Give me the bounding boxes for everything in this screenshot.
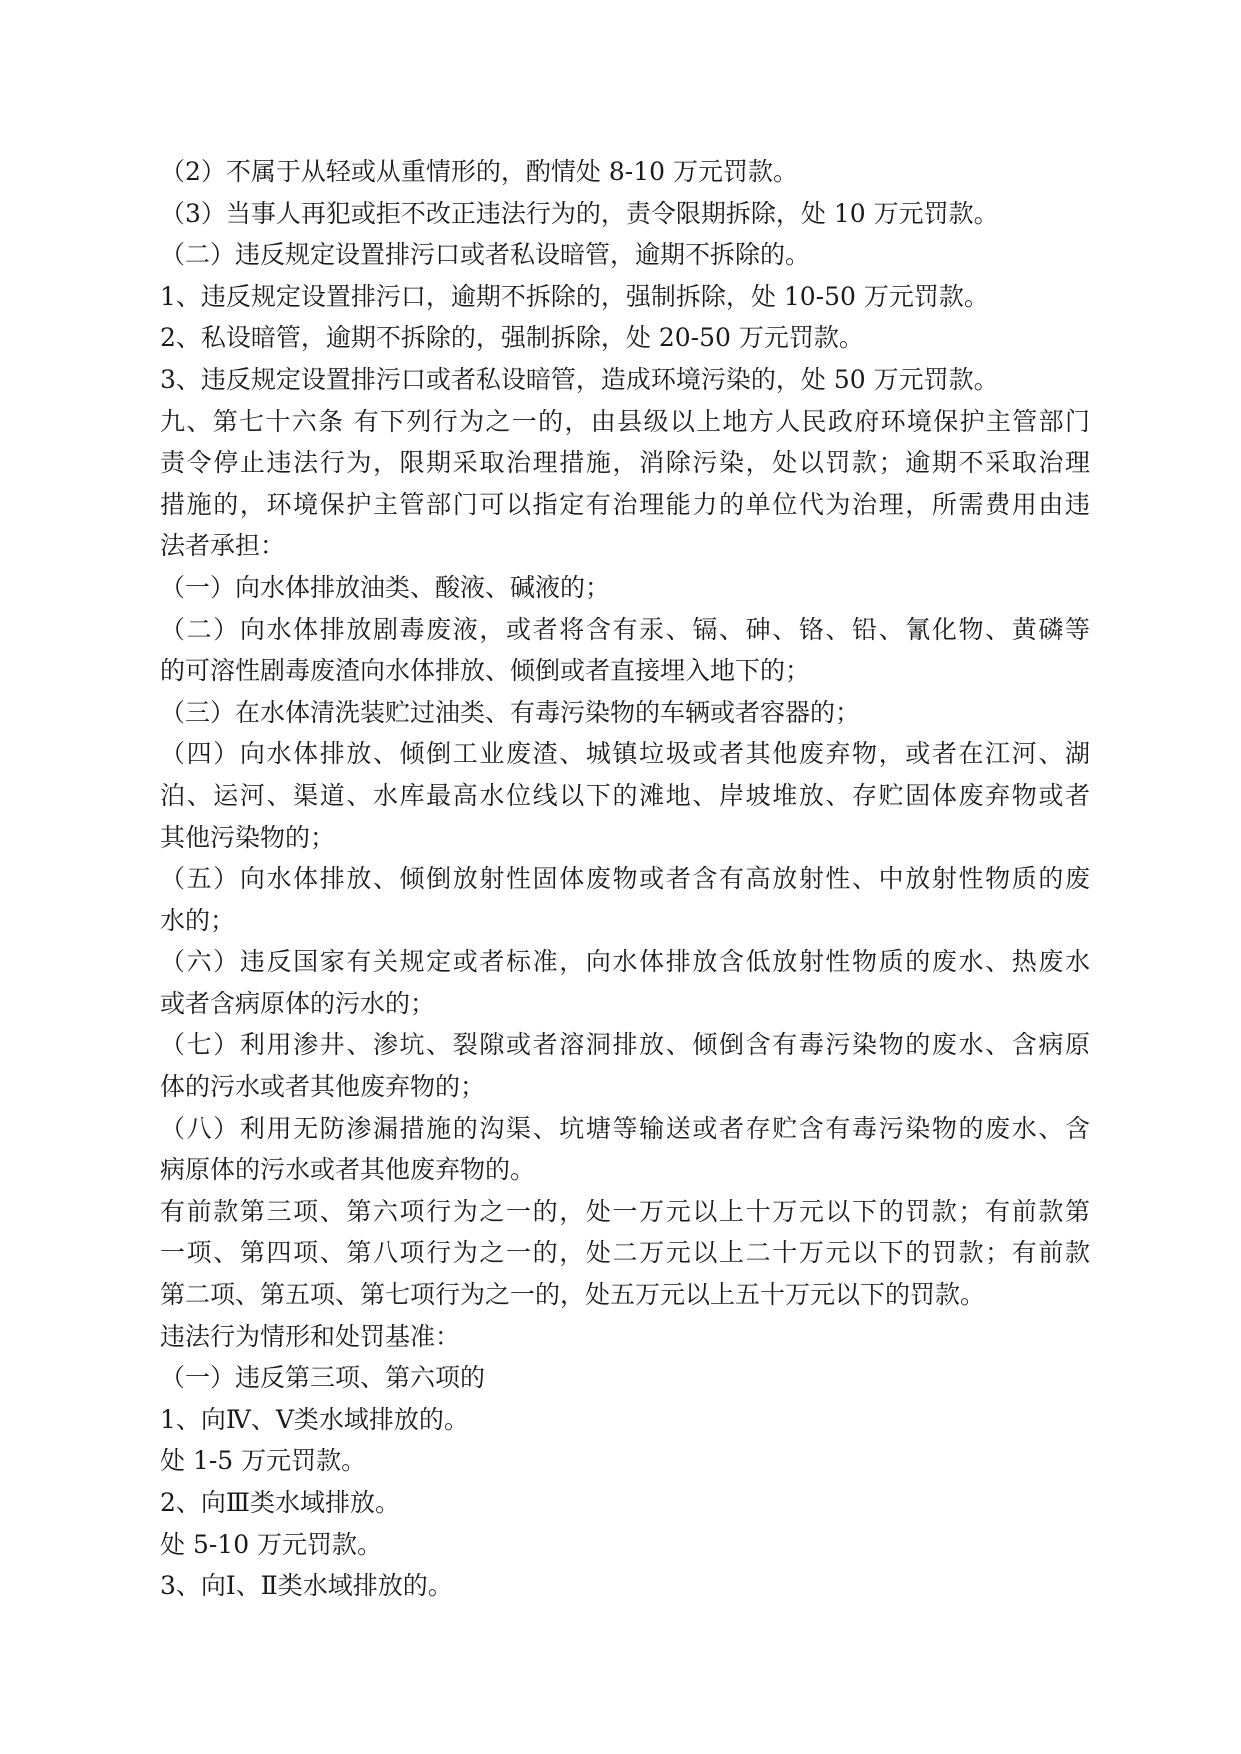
text-line: （2）不属于从轻或从重情形的，酌情处 8-10 万元罚款。 bbox=[160, 157, 798, 186]
text-line: 措施的，环境保护主管部门可以指定有治理能力的单位代为治理，所需费用由违 bbox=[160, 489, 1090, 519]
text-line: （六）违反国家有关规定或者标准，向水体排放含低放射性物质的废水、热废水 bbox=[160, 947, 1090, 977]
text-line: 3、违反规定设置排污口或者私设暗管，造成环境污染的，处 50 万元罚款。 bbox=[160, 364, 999, 394]
text-line: （二）向水体排放剧毒废液，或者将含有汞、镉、砷、铬、铅、氰化物、黄磷等 bbox=[160, 614, 1090, 644]
text-line: 或者含病原体的污水的； bbox=[160, 988, 436, 1018]
text-line: 法者承担： bbox=[160, 531, 286, 561]
text-line: （七）利用渗井、渗坑、裂隙或者溶洞排放、倾倒含有毒污染物的废水、含病原 bbox=[160, 1030, 1090, 1060]
text-line: （3）当事人再犯或拒不改正违法行为的，责令限期拆除，处 10 万元罚款。 bbox=[160, 198, 999, 228]
text-line: （一）违反第三项、第六项的 bbox=[160, 1363, 486, 1393]
text-line: 3、向Ⅰ、Ⅱ类水域排放的。 bbox=[160, 1571, 453, 1601]
text-line: 水的； bbox=[160, 905, 236, 935]
text-line: 第二项、第五项、第七项行为之一的，处五万元以上五十万元以下的罚款。 bbox=[160, 1280, 986, 1310]
text-line: 责令停止违法行为，限期采取治理措施，消除污染，处以罚款；逾期不采取治理 bbox=[160, 448, 1090, 478]
document-body bbox=[160, 151, 1090, 1607]
text-line: 一项、第四项、第八项行为之一的，处二万元以上二十万元以下的罚款；有前款 bbox=[160, 1238, 1090, 1268]
text-line: （五）向水体排放、倾倒放射性固体废物或者含有高放射性、中放射性物质的废 bbox=[160, 864, 1090, 894]
text-line: （八）利用无防渗漏措施的沟渠、坑塘等输送或者存贮含有毒污染物的废水、含 bbox=[160, 1113, 1090, 1143]
text-line: 的可溶性剧毒废渣向水体排放、倾倒或者直接埋入地下的； bbox=[160, 656, 811, 686]
text-line: 1、违反规定设置排污口，逾期不拆除的，强制拆除，处 10-50 万元罚款。 bbox=[160, 281, 989, 311]
text-line: 病原体的污水或者其他废弃物的。 bbox=[160, 1155, 536, 1185]
text-line: 有前款第三项、第六项行为之一的，处一万元以上十万元以下的罚款；有前款第 bbox=[160, 1196, 1090, 1226]
text-line: 处 5-10 万元罚款。 bbox=[160, 1529, 383, 1559]
text-line: 2、向Ⅲ类水域排放。 bbox=[160, 1488, 401, 1517]
text-line: 其他污染物的； bbox=[160, 822, 336, 852]
text-line: 违法行为情形和处罚基准： bbox=[160, 1321, 461, 1351]
text-line: 2、私设暗管，逾期不拆除的，强制拆除，处 20-50 万元罚款。 bbox=[160, 323, 864, 353]
text-line: 体的污水或者其他废弃物的； bbox=[160, 1072, 486, 1102]
text-line: 处 1-5 万元罚款。 bbox=[160, 1446, 367, 1476]
text-line: 泊、运河、渠道、水库最高水位线以下的滩地、岸坡堆放、存贮固体废弃物或者 bbox=[160, 780, 1090, 810]
text-line: （三）在水体清洗装贮过油类、有毒污染物的车辆或者容器的； bbox=[160, 697, 861, 727]
text-line: （一）向水体排放油类、酸液、碱液的； bbox=[160, 572, 611, 602]
text-line: （二）违反规定设置排污口或者私设暗管，逾期不拆除的。 bbox=[160, 240, 811, 270]
text-line: （四）向水体排放、倾倒工业废渣、城镇垃圾或者其他废弃物，或者在江河、湖 bbox=[160, 739, 1090, 769]
text-line: 九、第七十六条 有下列行为之一的，由县级以上地方人民政府环境保护主管部门 bbox=[160, 406, 1090, 436]
text-line: 1、向Ⅳ、Ⅴ类水域排放的。 bbox=[160, 1404, 469, 1434]
